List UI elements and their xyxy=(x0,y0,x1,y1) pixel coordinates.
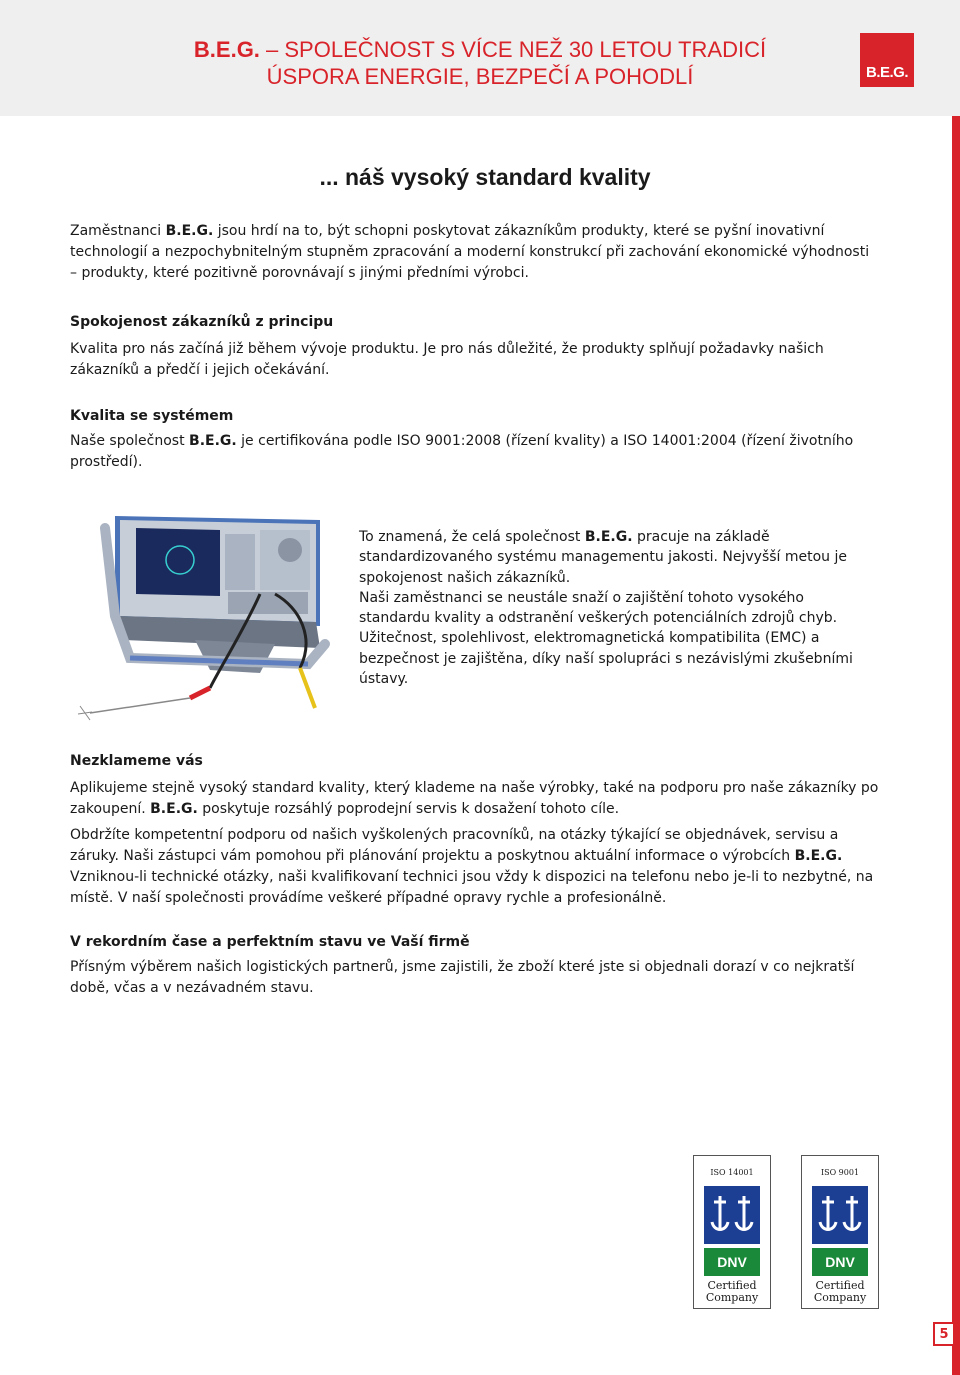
header-brand: B.E.G. xyxy=(193,37,260,62)
section2-lead: Naše společnost xyxy=(70,433,190,449)
section3-brand-2: B.E.G. xyxy=(794,848,843,864)
cert-standard: ISO 14001 xyxy=(710,1168,754,1177)
section-heading: Kvalita se systémem xyxy=(70,408,234,424)
cert-line-2: Company xyxy=(705,1291,759,1304)
section-heading: Nezklameme vás xyxy=(70,753,203,769)
section3-p2-lead: Obdržíte kompetentní podporu od našich vyškolených pracovníků, na otázky týkající se objednávek, servisu a záruky. Naši zástupci vám pomohou při plánování projektu a poskytnou aktuální informace o výrobcích xyxy=(70,827,839,864)
section2-brand: B.E.G. xyxy=(189,433,237,449)
side-paragraph-1 xyxy=(359,527,869,588)
side-paragraph-2: Naši zaměstnanci se neustále snaží o zajištění tohoto vysokého standardu kvality a odstranění veškerých potenciálních zdrojů chyb. xyxy=(359,589,838,627)
cert-line-2: Company xyxy=(813,1291,867,1304)
header-line-1 xyxy=(110,36,850,63)
section-dont-disappoint xyxy=(70,751,880,909)
section3-p1-rest: poskytuje rozsáhlý poprodejní servis k dosažení tohoto cíle. xyxy=(197,801,620,817)
section-record-time xyxy=(70,932,880,999)
cert-line-1: Certified xyxy=(707,1279,757,1292)
header-line-2: ÚSPORA ENERGIE, BEZPEČÍ A POHODLÍ xyxy=(266,64,694,89)
side-p1-lead: To znamená, že celá společnost xyxy=(359,529,585,545)
intro-lead: Zaměstnanci xyxy=(70,223,166,239)
section-quality-system xyxy=(70,406,880,473)
section-text: Kvalita pro nás začíná již během vývoje produktu. Je pro nás důležité, že produkty splňují požadavky našich zákazníků a předčí i jejich očekávání. xyxy=(70,341,824,378)
page-title: ... náš vysoký standard kvality xyxy=(319,164,651,190)
section3-paragraph-2 xyxy=(70,825,880,909)
section-text xyxy=(70,431,880,473)
section-heading: Spokojenost zákazníků z principu xyxy=(70,314,334,330)
beg-logo: B.E.G. xyxy=(860,33,914,87)
dnv-mark: DNV xyxy=(704,1248,760,1276)
header-line-1-text: – SPOLEČNOST S VÍCE NEŽ 30 LETOU TRADICÍ xyxy=(259,37,767,62)
cert-label xyxy=(802,1280,878,1304)
intro-text: jsou hrdí na to, být schopni poskytovat zákazníkům produkty, které se pyšní inovativní technologií a nezpochybnitelným stupněm zpracování a moderní konstrukcí při zachování ekonomické výhodnosti – produkty, které pozitivně porovnávají s jinými předními výrobci. xyxy=(70,223,870,281)
dnv-anchor-icon xyxy=(704,1186,760,1244)
intro-paragraph xyxy=(70,221,880,284)
side-paragraph-3: Užitečnost, spolehlivost, elektromagnetická kompatibilita (EMC) a bezpečnost je zajištěna, díky naší spolupráci s nezávislými zkušebními ústavy. xyxy=(359,630,853,688)
cert-label xyxy=(694,1280,770,1304)
cert-standard: ISO 9001 xyxy=(820,1168,860,1177)
section3-paragraph-1 xyxy=(70,778,880,820)
header-text xyxy=(110,36,850,90)
section-customer-satisfaction xyxy=(70,312,880,381)
page-number: 5 xyxy=(933,1322,955,1346)
instrument-body xyxy=(115,516,320,673)
section3-p2-rest: Vzniknou-li technické otázky, naši kvalifikovaní technici jsou vždy k dispozici na telefonu nebo je-li to nezbytné, na místě. V naší společnosti provádíme veškeré případné opravy rychle a profesionálně. xyxy=(70,869,874,906)
section3-brand: B.E.G. xyxy=(150,801,198,817)
cert-line-1: Certified xyxy=(815,1279,865,1292)
right-accent-stripe xyxy=(952,116,960,1375)
dnv-anchor-icon xyxy=(812,1186,868,1244)
iso-9001-certificate-badge xyxy=(801,1155,879,1309)
spectrum-analyzer-image xyxy=(70,508,345,733)
section-heading: V rekordním čase a perfektním stavu ve Vaší firmě xyxy=(70,934,470,950)
side-brand: B.E.G. xyxy=(584,529,633,545)
iso-14001-certificate-badge xyxy=(693,1155,771,1309)
section-text: Přísným výběrem našich logistických partnerů, jsme zajistili, že zboží které jste si objednali dorazí v co nejkratší době, včas a v nezávadném stavu. xyxy=(70,959,855,996)
dnv-mark: DNV xyxy=(812,1248,868,1276)
side-p1-rest: pracuje na základě standardizovaného systému managementu jakosti. Nejvyšší metou je spokojenost našich zákazníků. xyxy=(359,529,848,586)
intro-brand: B.E.G. xyxy=(165,223,214,239)
section2-text: je certifikována podle ISO 9001:2008 (řízení kvality) a ISO 14001:2004 (řízení životního prostředí). xyxy=(70,433,854,470)
side-paragraphs xyxy=(359,527,869,689)
section3-p1-lead: Aplikujeme stejně vysoký standard kvality, který klademe na naše výrobky, také na podporu pro naše zákazníky po zakoupení. xyxy=(70,780,879,817)
